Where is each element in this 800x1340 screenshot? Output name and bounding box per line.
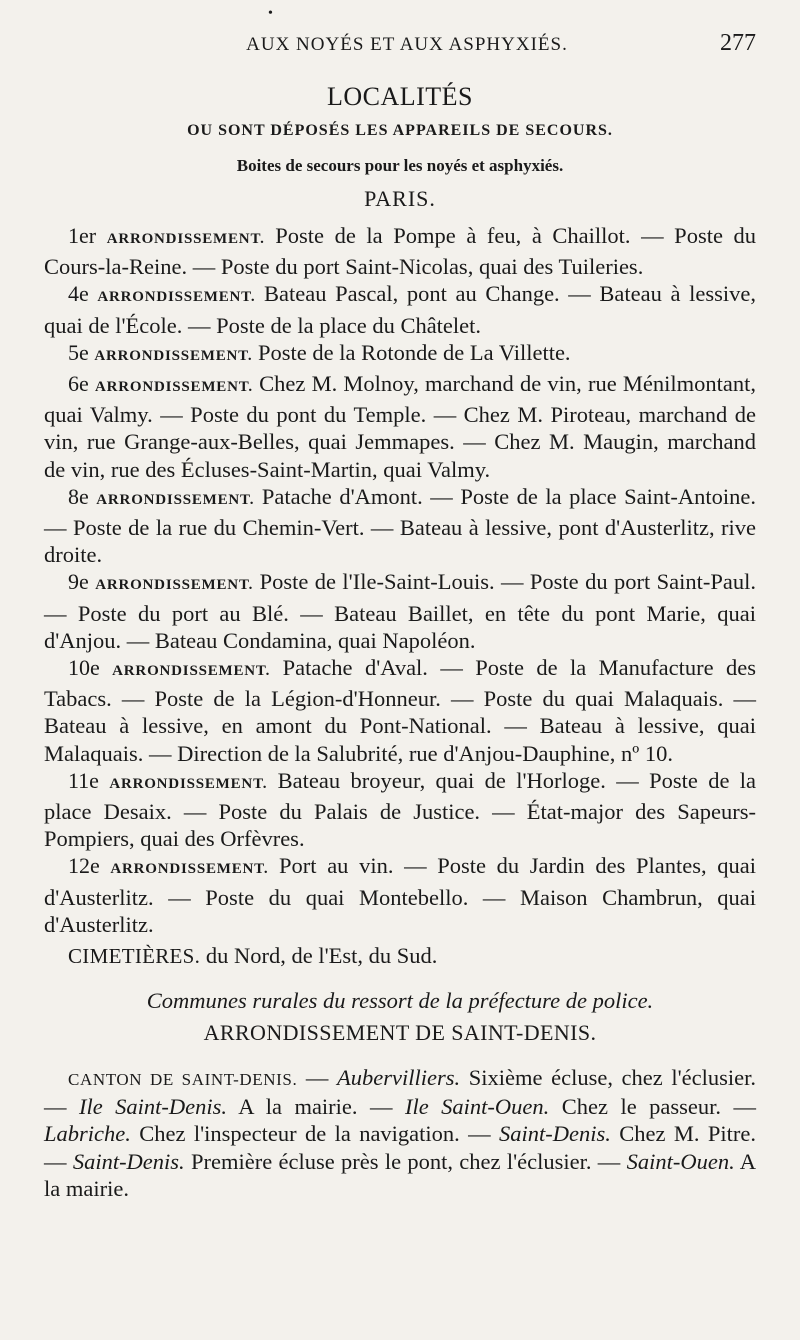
arrondissement-label: ARRONDISSEMENT. (110, 861, 269, 878)
canton-text: A la mairie. (44, 1148, 757, 1201)
page-number: 277 (720, 30, 756, 56)
canton-text: Première écluse près le pont, chez l'éclusier. — (191, 1148, 621, 1174)
arrondissement-entry (44, 483, 756, 569)
canton-place: Ile Saint-Ouen. (404, 1094, 550, 1120)
arrondissement-number: 12e (68, 853, 100, 879)
arrondissement-number: 5e (68, 339, 89, 365)
arrondissement-text: Bateau broyeur, quai de l'Horloge. — Poste de la place Desaix. — Poste du Palais de Justice. — État-major des Sapeurs-Pompiers, quai des Orfèvres. (44, 767, 757, 852)
canton-text: Chez le passeur. — (561, 1094, 756, 1120)
arrondissement-text: Bateau Pascal, pont au Change. — Bateau à lessive, quai de l'École. — Poste de la place du Châtelet. (44, 281, 756, 338)
arrondissement-saint-denis-heading: ARRONDISSEMENT DE SAINT-DENIS. (203, 1020, 597, 1046)
canton-text: Chez M. Pitre. — (44, 1121, 757, 1174)
canton-text: Chez l'inspecteur de la navigation. — (139, 1121, 491, 1147)
arrondissement-text: Patache d'Aval. — Poste de la Manufacture des Tabacs. — Poste de la Légion-d'Honneur. — Poste du quai Malaquais. — Bateau à lessive, en amont du Pont-National. — Bateau à lessive, quai Malaquais. — Direction de la Salubrité, rue d'Anjou-Dauphine, nº 10. (44, 655, 757, 766)
arrondissement-number: 9e (68, 569, 89, 595)
canton-label: CANTON DE SAINT-DENIS. (68, 1070, 298, 1090)
arrondissement-text: Poste de la Rotonde de La Villette. (258, 339, 571, 365)
arrondissement-number: 11e (68, 767, 99, 793)
arrondissement-list (44, 222, 756, 938)
canton-place: Aubervilliers. (337, 1065, 461, 1091)
arrondissement-entry (44, 568, 756, 654)
arrondissement-label: ARRONDISSEMENT. (94, 347, 253, 364)
arrondissement-text: Port au vin. — Poste du Jardin des Plantes, quai d'Austerlitz. — Poste du quai Montebello. — Maison Chambrun, quai d'Austerlitz. (44, 853, 757, 937)
canton-place: Ile Saint-Denis. (78, 1094, 228, 1120)
arrondissement-number: 8e (68, 483, 89, 509)
arrondissement-entry (44, 767, 756, 853)
cemeteries-text: du Nord, de l'Est, du Sud. (205, 943, 438, 969)
arrondissement-text: Patache d'Amont. — Poste de la place Saint-Antoine. — Poste de la rue du Chemin-Vert. — Bateau à lessive, pont d'Austerlitz, rive droite. (44, 483, 756, 568)
arrondissement-number: 10e (68, 655, 100, 681)
arrondissement-label: ARRONDISSEMENT. (109, 775, 268, 792)
print-mark-dot: • (268, 6, 273, 21)
canton-place: Saint-Denis. (499, 1121, 611, 1147)
section-subtitle: Boites de secours pour les noyés et asphyxiés. (236, 156, 564, 175)
arrondissement-entry (44, 222, 756, 280)
arrondissement-entry (44, 852, 756, 938)
arrondissement-number: 4e (68, 281, 89, 307)
arrondissement-text: Poste de la Pompe à feu, à Chaillot. — Poste du Cours-la-Reine. — Poste du port Saint-Nicolas, quai des Tuileries. (44, 223, 757, 280)
arrondissement-text: Poste de l'Ile-Saint-Louis. — Poste du port Saint-Paul. — Poste du port au Blé. — Bateau Baillet, en tête du pont Marie, quai d'Anjou. — Bateau Condamina, quai Napoléon. (44, 569, 757, 653)
city-heading: PARIS. (364, 186, 436, 211)
arrondissement-label: ARRONDISSEMENT. (95, 577, 254, 594)
running-head: AUX NOYÉS ET AUX ASPHYXIÉS. (246, 34, 568, 55)
cemeteries-label: CIMETIÈRES. (68, 944, 201, 969)
page-header (44, 30, 756, 70)
communes-heading: Communes rurales du ressort de la préfecture de police. (146, 988, 654, 1014)
arrondissement-label: ARRONDISSEMENT. (96, 491, 255, 508)
arrondissement-entry (44, 370, 756, 483)
arrondissement-entry (44, 339, 756, 370)
arrondissement-number: 6e (68, 371, 89, 397)
canton-place: Labriche. (44, 1121, 131, 1147)
canton-text: Sixième écluse, chez l'éclusier. — (44, 1065, 757, 1120)
arrondissement-number: 1er (68, 223, 97, 248)
arrondissement-entry (44, 654, 756, 767)
arrondissement-label: ARRONDISSEMENT. (112, 663, 271, 680)
arrondissement-label: ARRONDISSEMENT. (97, 289, 256, 306)
page-title: LOCALITÉS (326, 82, 474, 111)
canton-text: A la mairie. — (238, 1094, 393, 1120)
page-subtitle: OU SONT DÉPOSÉS LES APPAREILS DE SECOURS. (187, 122, 613, 139)
cemeteries-line (44, 942, 756, 988)
canton-place: Saint-Denis. (72, 1148, 185, 1174)
arrondissement-label: ARRONDISSEMENT. (94, 379, 253, 396)
arrondissement-entry (44, 280, 756, 338)
canton-place: Saint-Ouen. (626, 1148, 735, 1174)
canton-entry: CANTON DE SAINT-DENIS. — Aubervilliers. Sixième écluse, chez l'éclusier. — Ile Saint-Denis. A la mairie. — Ile Saint-Ouen. Chez le passeur. — Labriche. Chez l'inspecteur de la navigation. — Saint-Denis. Chez M. Pitre. — Saint-Denis. Première écluse près le pont, chez l'éclusier. — Saint-Ouen. A la mairie. (44, 1065, 757, 1201)
arrondissement-text: Chez M. Molnoy, marchand de vin, rue Ménilmontant, quai Valmy. — Poste du pont du Temple. — Chez M. Piroteau, marchand de vin, rue Grange-aux-Belles, quai Jemmapes. — Chez M. Maugin, marchand de vin, rue des Écluses-Saint-Martin, quai Valmy. (44, 371, 756, 482)
arrondissement-label: ARRONDISSEMENT. (106, 231, 265, 247)
